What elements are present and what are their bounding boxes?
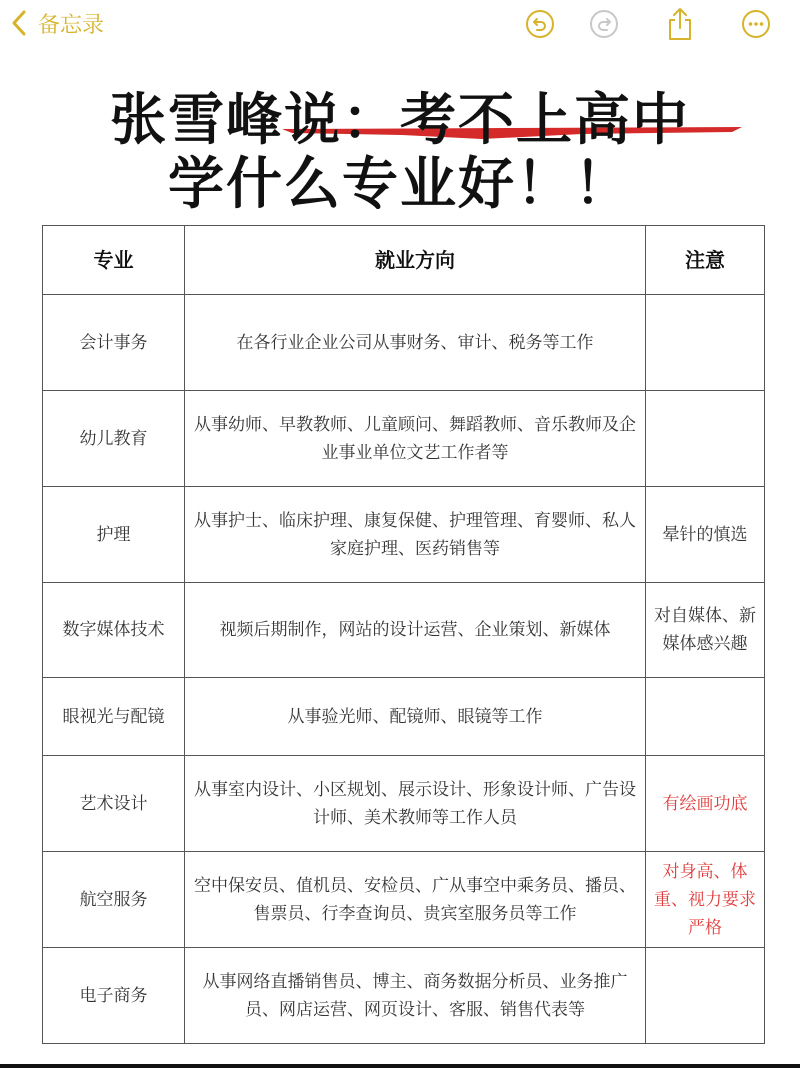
notes-toolbar <box>0 0 800 50</box>
back-label: 备忘录 <box>38 12 105 38</box>
direction-cell: 空中保安员、值机员、安检员、广从事空中乘务员、播员、售票员、行李查询员、贵宾室服务员等工作 <box>185 852 646 948</box>
direction-cell: 从事网络直播销售员、博主、商务数据分析员、业务推广员、网店运营、网页设计、客服、销售代表等 <box>185 948 646 1044</box>
table-row <box>43 852 765 948</box>
table-row <box>43 487 765 583</box>
note-cell <box>646 391 765 487</box>
direction-cell: 视频后期制作，网站的设计运营、企业策划、新媒体 <box>185 583 646 678</box>
chevron-left-icon <box>8 9 30 37</box>
direction-cell: 从事护士、临床护理、康复保健、护理管理、育婴师、私人家庭护理、医药销售等 <box>185 487 646 583</box>
table-row <box>43 583 765 678</box>
direction-cell: 从事室内设计、小区规划、展示设计、形象设计师、广告设计师、美术教师等工作人员 <box>185 756 646 852</box>
note-cell: 对身高、体重、视力要求严格 <box>646 852 765 948</box>
major-cell: 会计事务 <box>43 295 185 391</box>
table-row <box>43 295 765 391</box>
note-cell: 对自媒体、新媒体感兴趣 <box>646 583 765 678</box>
major-cell: 护理 <box>43 487 185 583</box>
note-cell <box>646 948 765 1044</box>
page-title-line-2: 学什么专业好！！ <box>168 152 632 217</box>
note-cell: 有绘画功底 <box>646 756 765 852</box>
major-cell: 幼儿教育 <box>43 391 185 487</box>
note-cell <box>646 295 765 391</box>
table-row <box>43 948 765 1044</box>
note-cell <box>646 678 765 756</box>
major-cell: 艺术设计 <box>43 756 185 852</box>
majors-table <box>42 225 765 1044</box>
table-row <box>43 756 765 852</box>
share-icon[interactable] <box>664 6 696 42</box>
table-row <box>43 391 765 487</box>
redo-icon[interactable] <box>588 8 620 40</box>
table-row <box>43 678 765 756</box>
direction-cell: 从事幼师、早教教师、儿童顾问、舞蹈教师、音乐教师及企业事业单位文艺工作者等 <box>185 391 646 487</box>
header-note: 注意 <box>646 226 765 295</box>
major-cell: 航空服务 <box>43 852 185 948</box>
back-button[interactable] <box>8 6 104 40</box>
bottom-edge-bar <box>0 1064 800 1068</box>
major-cell: 眼视光与配镜 <box>43 678 185 756</box>
table-header-row <box>43 226 765 295</box>
header-major: 专业 <box>43 226 185 295</box>
header-direction: 就业方向 <box>185 226 646 295</box>
note-cell: 晕针的慎选 <box>646 487 765 583</box>
page-title-line-1: 张雪峰说：考不上高中 <box>110 88 690 153</box>
major-cell: 数字媒体技术 <box>43 583 185 678</box>
direction-cell: 在各行业企业公司从事财务、审计、税务等工作 <box>185 295 646 391</box>
direction-cell: 从事验光师、配镜师、眼镜等工作 <box>185 678 646 756</box>
major-cell: 电子商务 <box>43 948 185 1044</box>
more-icon[interactable] <box>740 8 772 40</box>
undo-icon[interactable] <box>524 8 556 40</box>
